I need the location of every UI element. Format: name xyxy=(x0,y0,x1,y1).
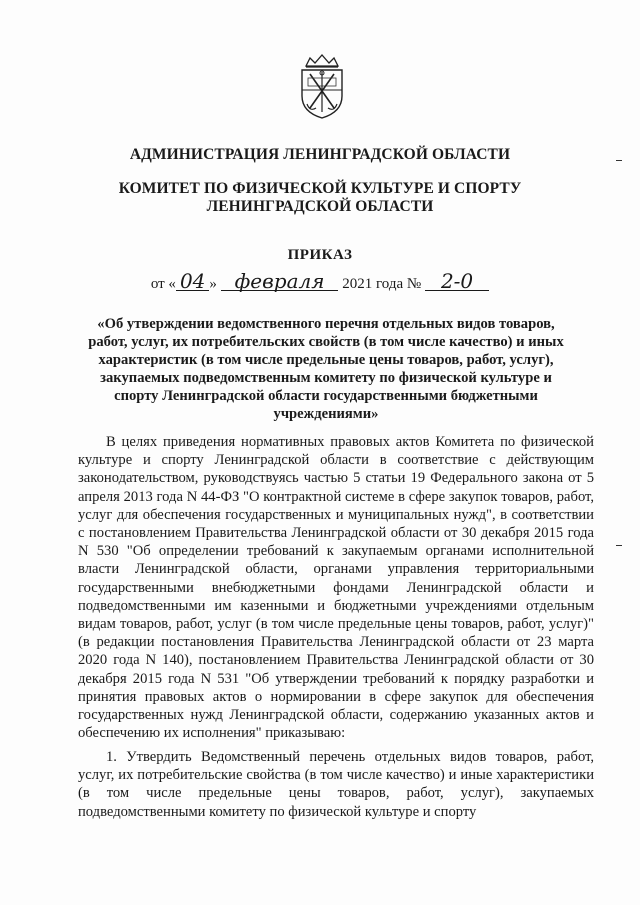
date-mid: » xyxy=(209,276,217,292)
order-number: 2-0 xyxy=(425,272,489,291)
date-month: февраля xyxy=(221,272,339,291)
order-date-line xyxy=(0,269,640,293)
date-year: 2021 года № xyxy=(342,276,422,292)
committee-line-2: ЛЕНИНГРАДСКОЙ ОБЛАСТИ xyxy=(206,198,434,215)
date-day: 04 xyxy=(176,272,209,291)
committee-line-1: КОМИТЕТ ПО ФИЗИЧЕСКОЙ КУЛЬТУРЕ И СПОРТУ xyxy=(118,180,522,197)
organization-name: АДМИНИСТРАЦИЯ ЛЕНИНГРАДСКОЙ ОБЛАСТИ xyxy=(129,146,511,163)
preamble-paragraph: В целях приведения нормативных правовых актов Комитета по физической культуре и спорту Ленинградской области в соответствие с действующим законодательством, руководствуясь частью 5 статьи 19 Федерального закона от 5 апреля 2013 года N 44-ФЗ "О контрактной системе в сфере закупок товаров, работ, услуг для обеспечения государственных и муниципальных нужд", в соответствии с постановлением Правительства Ленинградской области от 30 декабря 2015 года N 530 "Об определении требований к закупаемым органами исполнительной власти Ленинградской области, органами управления территориальными государственными внебюджетными фондами Ленинградской области и подведомственными им казенными и бюджетными учреждениями отдельным видам товаров, работ, услуг (в том числе предельные цены товаров, работ, услуг)" (в редакции постановления Правительства Ленинградской области от 23 марта 2020 года N 140), постановлением Правительства Ленинградской области от 30 декабря 2015 года N 531 "Об утверждении требований к порядку разработки и принятия правовых актов о нормировании в сфере закупок для обеспечения государственных нужд Ленинградской области, содержанию указанных актов и обеспечению их исполнения" приказываю: xyxy=(78,434,594,742)
order-subject: «Об утверждении ведомственного перечня отдельных видов товаров, работ, услуг, их потребительских свойств (в том числе качество) и иных характеристик (в том числе предельные цены товаров, работ, услуг), закупаемых подведомственным комитету по физической культуре и спорту Ленинградской области государственными бюджетными учреждениями» xyxy=(88,316,564,422)
clause-1-paragraph: 1. Утвердить Ведомственный перечень отдельных видов товаров, работ, услуг, их потребительские свойства (в том числе качество) и иные характеристики (в том числе предельные цены товаров, работ, услуг), закупаемых подведомственными комитету по физической культуре и спорту xyxy=(78,749,594,820)
order-title: ПРИКАЗ xyxy=(287,247,353,263)
scan-margin-mark xyxy=(616,160,622,161)
committee-name xyxy=(0,180,640,216)
coat-of-arms-icon xyxy=(298,52,346,120)
scan-margin-mark xyxy=(616,545,622,546)
date-prefix: от « xyxy=(150,276,176,292)
